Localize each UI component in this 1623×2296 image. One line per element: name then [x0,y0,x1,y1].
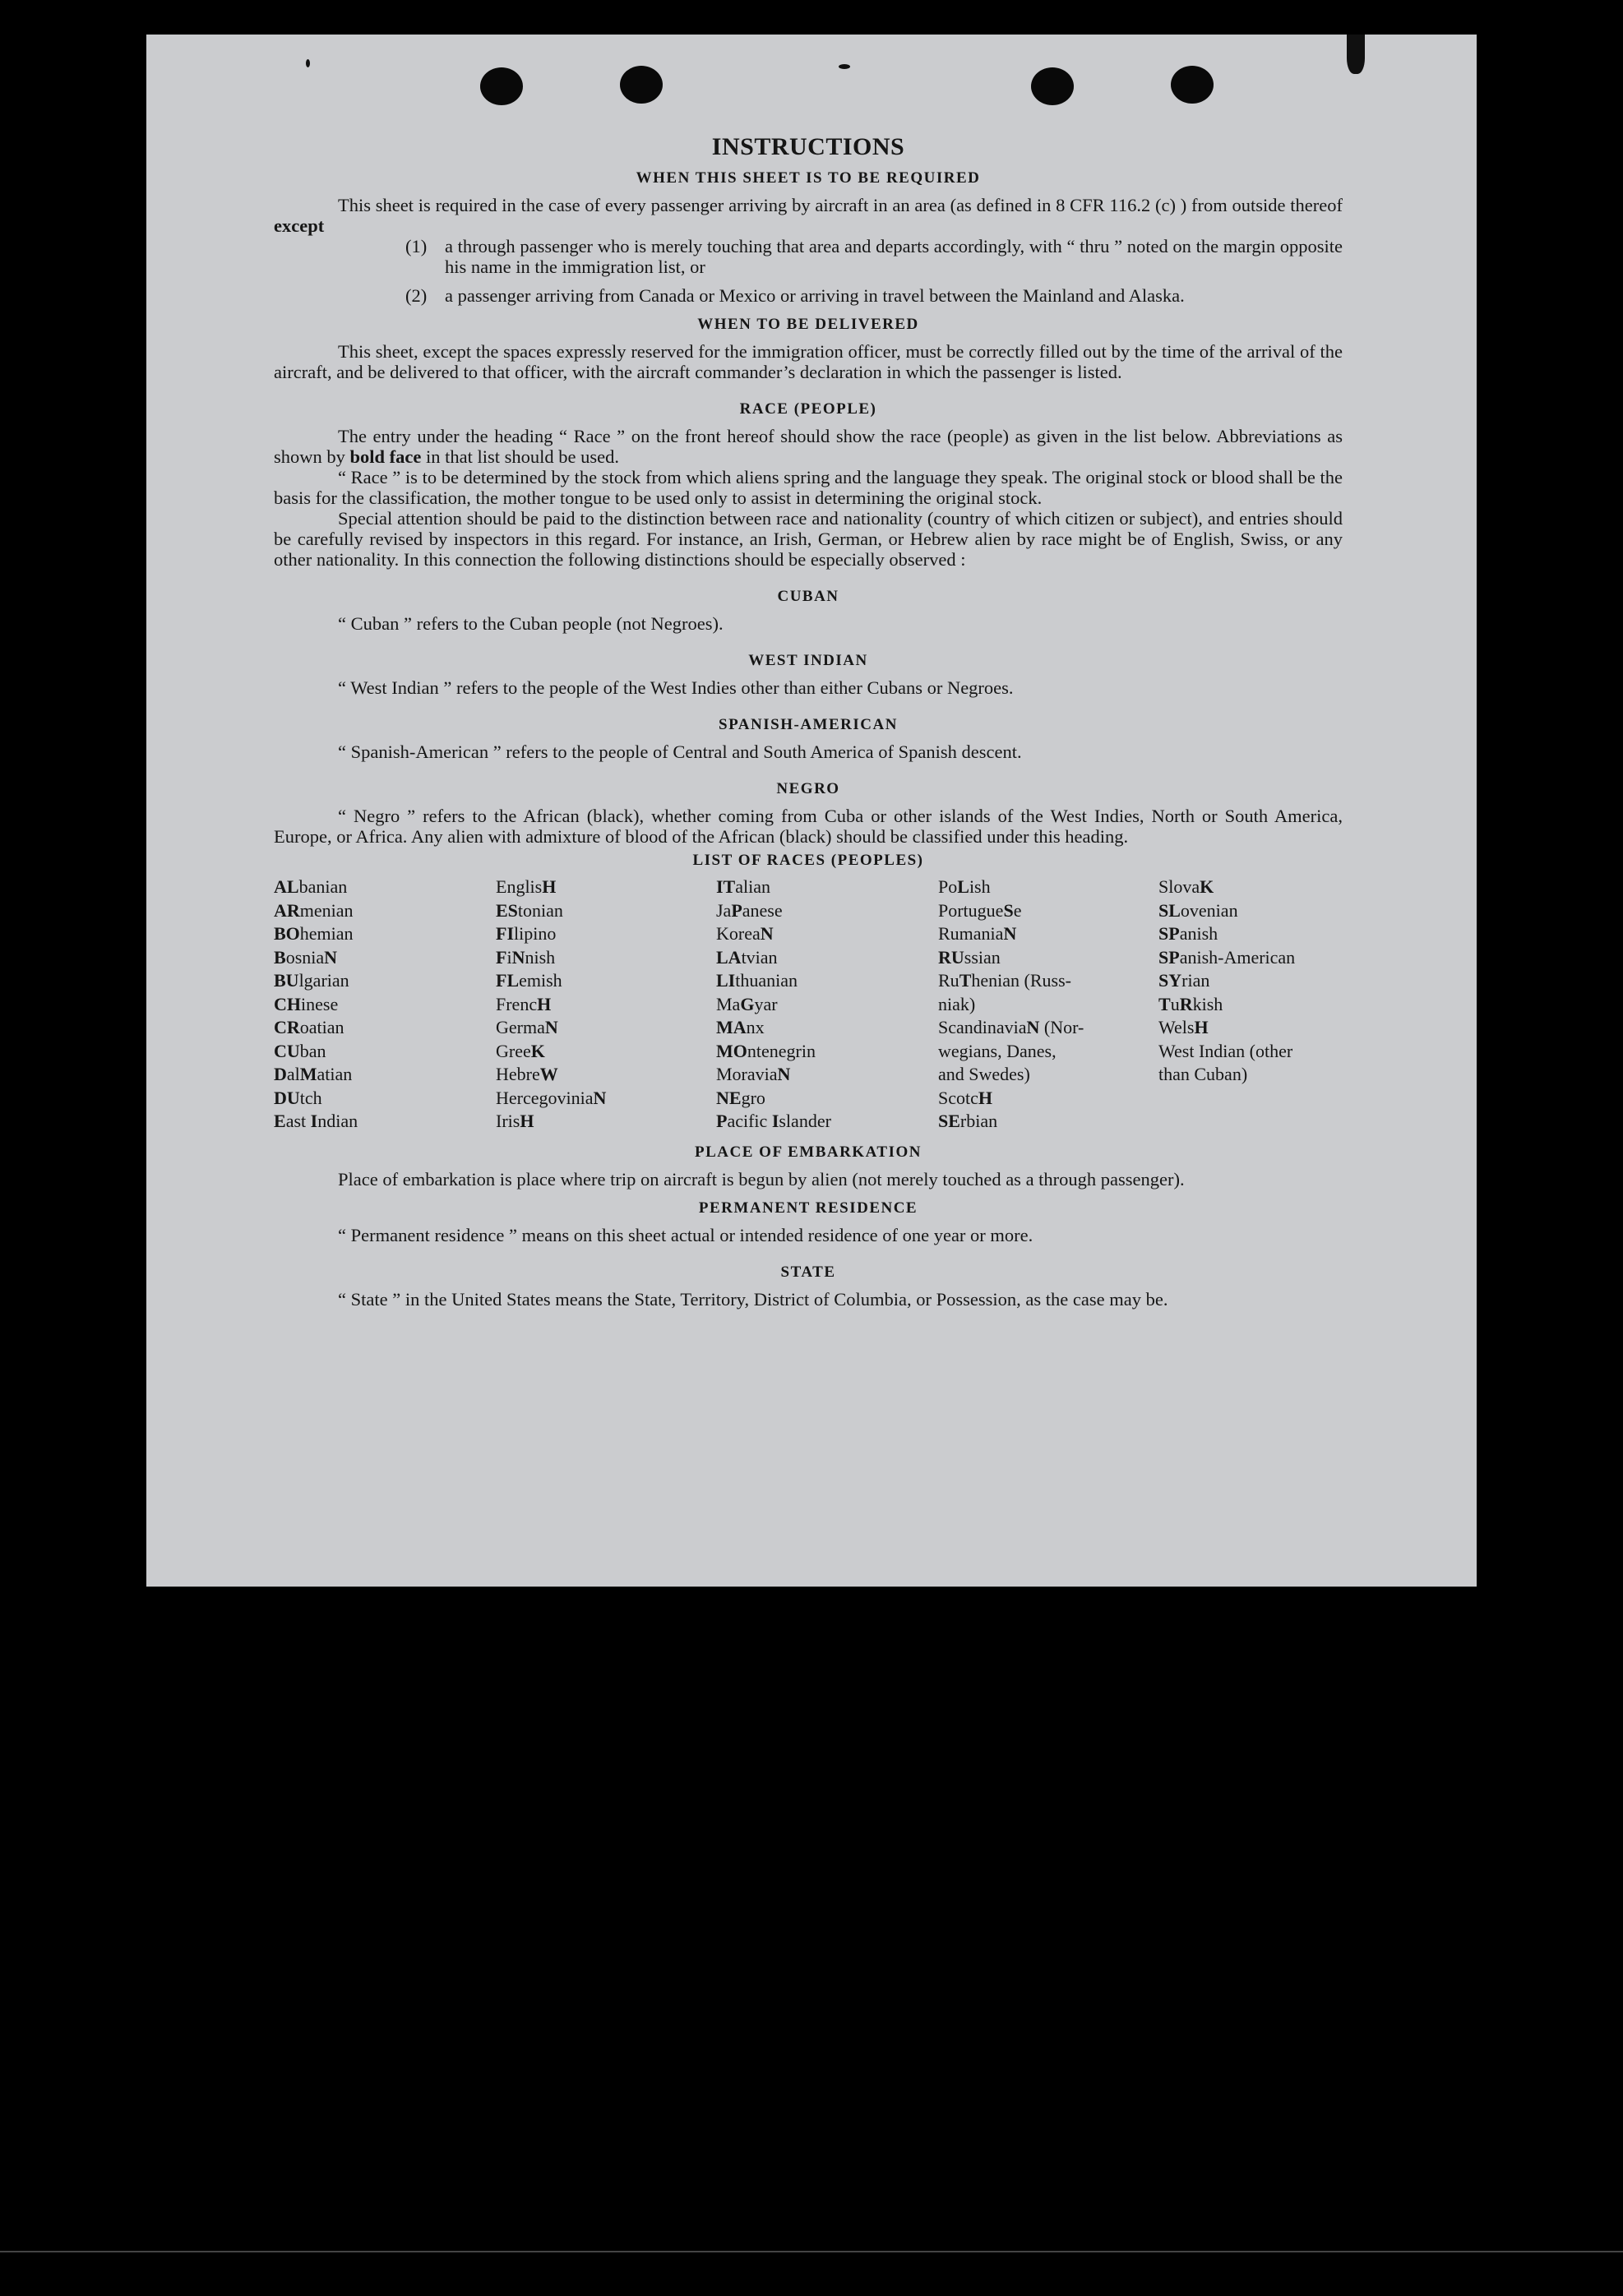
when-required-intro: This sheet is required in the case of every passenger arriving by aircraft in an area (as defined in 8 CFR 116.2 (c) ) from outside thereof except [274,195,1343,236]
race-entry: SPanish [1158,923,1218,944]
race-entry: Pacific Islander [716,1111,831,1131]
race-entry: East Indian [274,1111,358,1131]
ink-speck [839,64,850,69]
race-entry: ScandinaviaN (Nor- wegians, Danes, and Swedes) [938,1017,1084,1084]
race-entry: CUban [274,1040,326,1061]
race-entry: EnglisH [496,876,557,897]
race-entry: PoLish [938,876,991,897]
permanent-residence-text: “ Permanent residence ” means on this sheet actual or intended residence of one year or more. [338,1224,1033,1245]
heading-spanish-american: SPANISH-AMERICAN [719,716,898,733]
ink-speck [1347,35,1365,74]
race-entry: PortugueSe [938,899,1022,921]
race-paragraph-3: Special attention should be paid to the distinction between race and nationality (country of which citizen or subject), and entries should be carefully revised by inspectors in this regard. For instance, an Irish, German, or Hebrew alien by race might be of English, Swiss, or any other nationality. In this connection the following distinctions should be especially observed : [274,508,1343,570]
punch-hole [480,67,523,105]
race-entry: LIthuanian [716,970,798,991]
race-entry: NEgro [716,1087,765,1108]
race-entry: GermaN [496,1017,558,1037]
race-entry: SlovaK [1158,876,1214,897]
race-column [1158,875,1343,1134]
race-column [496,875,716,1134]
race-entry: ALbanian [274,876,348,897]
when-delivered-text: This sheet, except the spaces expressly reserved for the immigration officer, must be correctly filled out by the time of the arrival of the aircraft, and be delivered to that officer, with the aircraft commander’s declaration in which the passenger is listed. [274,341,1343,382]
race-entry: FiNnish [496,946,556,968]
race-entry: JaPanese [716,899,783,921]
race-entry: IrisH [496,1111,534,1131]
heading-permanent-residence: PERMANENT RESIDENCE [698,1199,918,1217]
punch-hole [1031,67,1074,105]
exception-item: (2) a passenger arriving from Canada or Mexico or arriving in travel between the Mainland and Alaska. [405,285,1185,306]
race-entry: FrencH [496,993,552,1014]
race-entry: MaGyar [716,993,778,1014]
cuban-text: “ Cuban ” refers to the Cuban people (not Negroes). [338,613,724,634]
state-text: “ State ” in the United States means the State, Territory, District of Columbia, or Possession, as the case may be. [338,1288,1168,1310]
race-entry: BOhemian [274,923,354,944]
heading-west-indian: WEST INDIAN [748,652,868,669]
instructions-body [274,133,1343,1310]
race-entry: DUtch [274,1087,322,1108]
race-entry: BosniaN [274,946,338,968]
race-column [938,875,1158,1134]
race-entry: MOntenegrin [716,1040,816,1061]
race-entry: FIlipino [496,923,557,944]
race-paragraph-2: “ Race ” is to be determined by the stock from which aliens spring and the language they speak. The original stock or blood shall be the basis for the classification, the mother tongue to be used only to assist in determining the original stock. [274,467,1343,508]
race-entry: HebreW [496,1064,558,1084]
heading-negro: NEGRO [776,780,840,797]
heading-when-delivered: WHEN TO BE DELIVERED [697,316,919,333]
race-entry: KoreaN [716,923,774,944]
race-entry: LAtvian [716,946,778,968]
race-entry: CHinese [274,993,339,1014]
race-entry: GreeK [496,1040,545,1061]
exception-item: (1) a through passenger who is merely touching that area and departs accordingly, with “ thru ” noted on the margin opposite his name in the immigration list, or [405,236,1343,277]
race-entry: WelsH [1158,1017,1209,1037]
race-entry: RumaniaN [938,923,1017,944]
spanish-american-text: “ Spanish-American ” refers to the people of Central and South America of Spanish descent. [338,741,1022,762]
race-entry: TuRkish [1158,993,1223,1014]
heading-embarkation: PLACE OF EMBARKATION [695,1143,922,1161]
race-entry: RuThenian (Russ- niak) [938,970,1071,1014]
race-entry: ITalian [716,876,771,897]
race-entry: West Indian (other than Cuban) [1158,1040,1293,1084]
heading-list-of-races: LIST OF RACES (PEOPLES) [692,852,924,869]
race-entry: SPanish-American [1158,946,1296,968]
heading-when-required: WHEN THIS SHEET IS TO BE REQUIRED [636,169,981,187]
heading-state: STATE [780,1263,836,1281]
race-entry: SErbian [938,1111,998,1131]
race-entry: SLovenian [1158,899,1238,921]
ink-speck [306,59,310,67]
negro-text: “ Negro ” refers to the African (black), whether coming from Cuba or other islands of the West Indies, North or South America, Europe, or Africa. Any alien with admixture of blood of the African (black) should be classified under this heading. [274,806,1343,847]
race-paragraph-1: The entry under the heading “ Race ” on the front hereof should show the race (people) as given in the list below. Abbreviations as shown by bold face in that list should be used. [274,426,1343,467]
west-indian-text: “ West Indian ” refers to the people of the West Indies other than either Cubans or Negroes. [338,677,1014,698]
scan-edge-line [0,2251,1623,2252]
punch-hole [620,66,663,104]
race-entry: FLemish [496,970,562,991]
race-entry: ARmenian [274,899,354,921]
race-entry: CRoatian [274,1017,344,1037]
race-entry: ScotcH [938,1087,993,1108]
race-entry: SYrian [1158,970,1210,991]
heading-race: RACE (PEOPLE) [739,400,877,418]
document-page [146,35,1477,1587]
race-entry: DalMatian [274,1064,353,1084]
race-entry: EStonian [496,899,563,921]
race-entry: BUlgarian [274,970,349,991]
race-entry: HercegoviniaN [496,1087,607,1108]
punch-hole [1171,66,1214,104]
embarkation-text: Place of embarkation is place where trip on aircraft is begun by alien (not merely touched as a through passenger). [338,1168,1185,1190]
race-list [274,875,1343,1134]
race-entry: MAnx [716,1017,765,1037]
race-entry: RUssian [938,946,1001,968]
heading-cuban: CUBAN [777,588,839,605]
page-title: INSTRUCTIONS [711,133,905,160]
race-column [274,875,496,1134]
race-column [716,875,938,1134]
race-entry: MoraviaN [716,1064,791,1084]
